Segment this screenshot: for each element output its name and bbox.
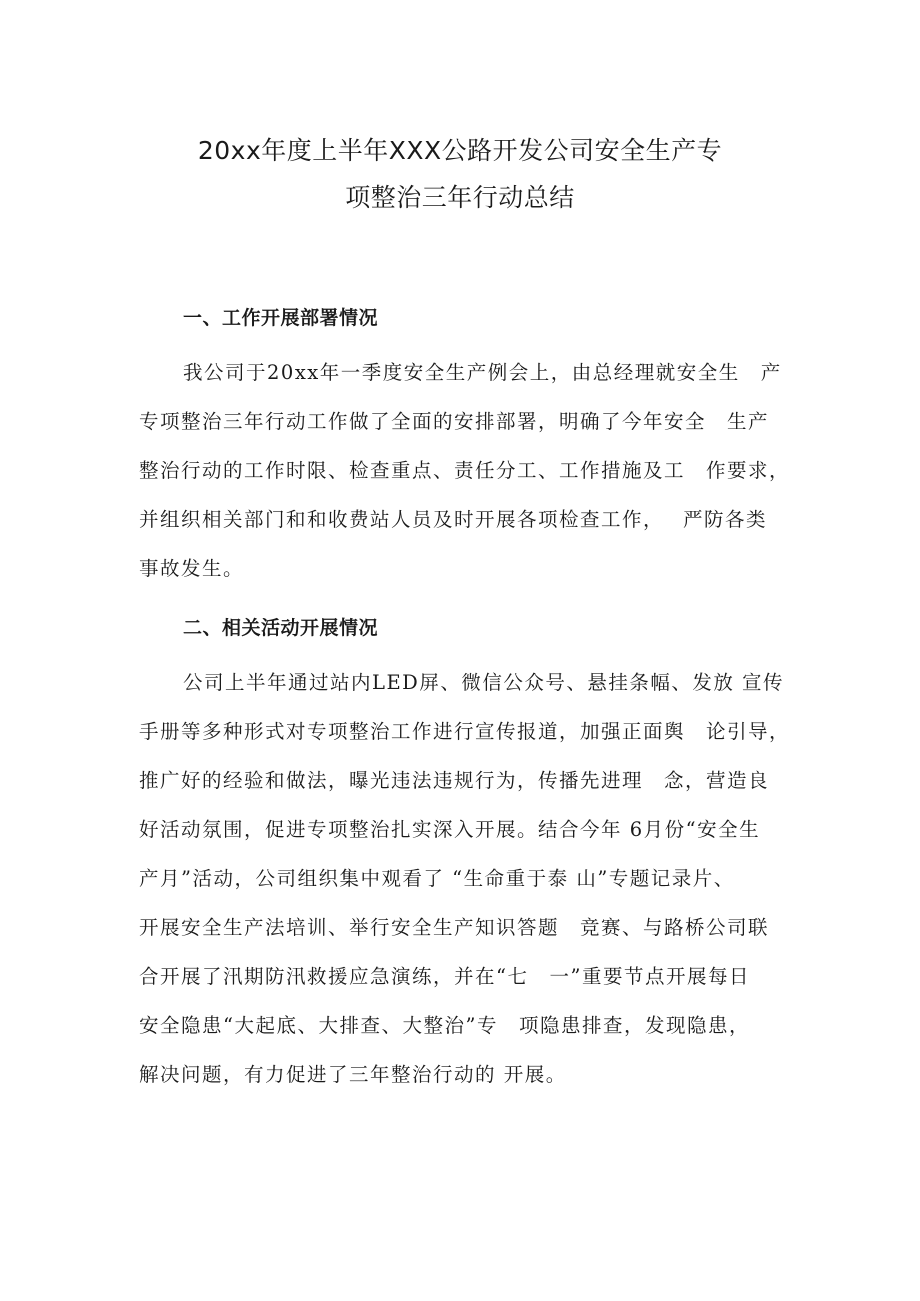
section-1-paragraph-line: 专项整治三年行动工作做了全面的安排部署，明确了今年安全 生产 [139,410,770,433]
document-title-line-2: 项整治三年行动总结 [345,183,575,212]
document-title-line-1: 20xx年度上半年XXX公路开发公司安全生产专 [197,136,723,165]
section-1-paragraph-line: 我公司于20xx年一季度安全生产例会上，由总经理就安全生 产 [183,361,782,384]
section-2-paragraph-line: 合开展了汛期防汛救援应急演练，并在“七 一”重要节点开展每日 [139,965,750,988]
section-1-paragraph-line: 整治行动的工作时限、检查重点、责任分工、工作措施及工 作要求， [139,459,791,482]
section-2-paragraph-line: 好活动氛围，促进专项整治扎实深入开展。结合今年 6月份“安全生 [139,818,761,841]
section-2-heading: 二、相关活动开展情况 [183,617,379,639]
section-1-paragraph-line: 事故发生。 [139,557,245,580]
section-2-paragraph-line: 产月”活动，公司组织集中观看了 “生命重于泰 山”专题记录片、 [139,867,735,890]
section-2-paragraph-line: 安全隐患“大起底、大排查、大整治”专 项隐患排查，发现隐患， [139,1014,750,1037]
section-2-paragraph-line: 公司上半年通过站内LED屏、微信公众号、悬挂条幅、发放 宣传 [183,671,785,694]
section-2-paragraph-line: 开展安全生产法培训、举行安全生产知识答题 竞赛、与路桥公司联 [139,916,770,939]
section-2-paragraph-line: 手册等多种形式对专项整治工作进行宣传报道，加强正面舆 论引导， [139,720,791,743]
section-1-paragraph-line: 并组织相关部门和和收费站人员及时开展各项检查工作， 严防各类 [139,508,767,531]
section-2-paragraph-line: 推广好的经验和做法，曝光违法违规行为，传播先进理 念，营造良 [139,769,770,792]
section-1-heading: 一、工作开展部署情况 [183,307,379,329]
section-2-paragraph-line: 解决问题，有力促进了三年整治行动的 开展。 [139,1063,567,1086]
